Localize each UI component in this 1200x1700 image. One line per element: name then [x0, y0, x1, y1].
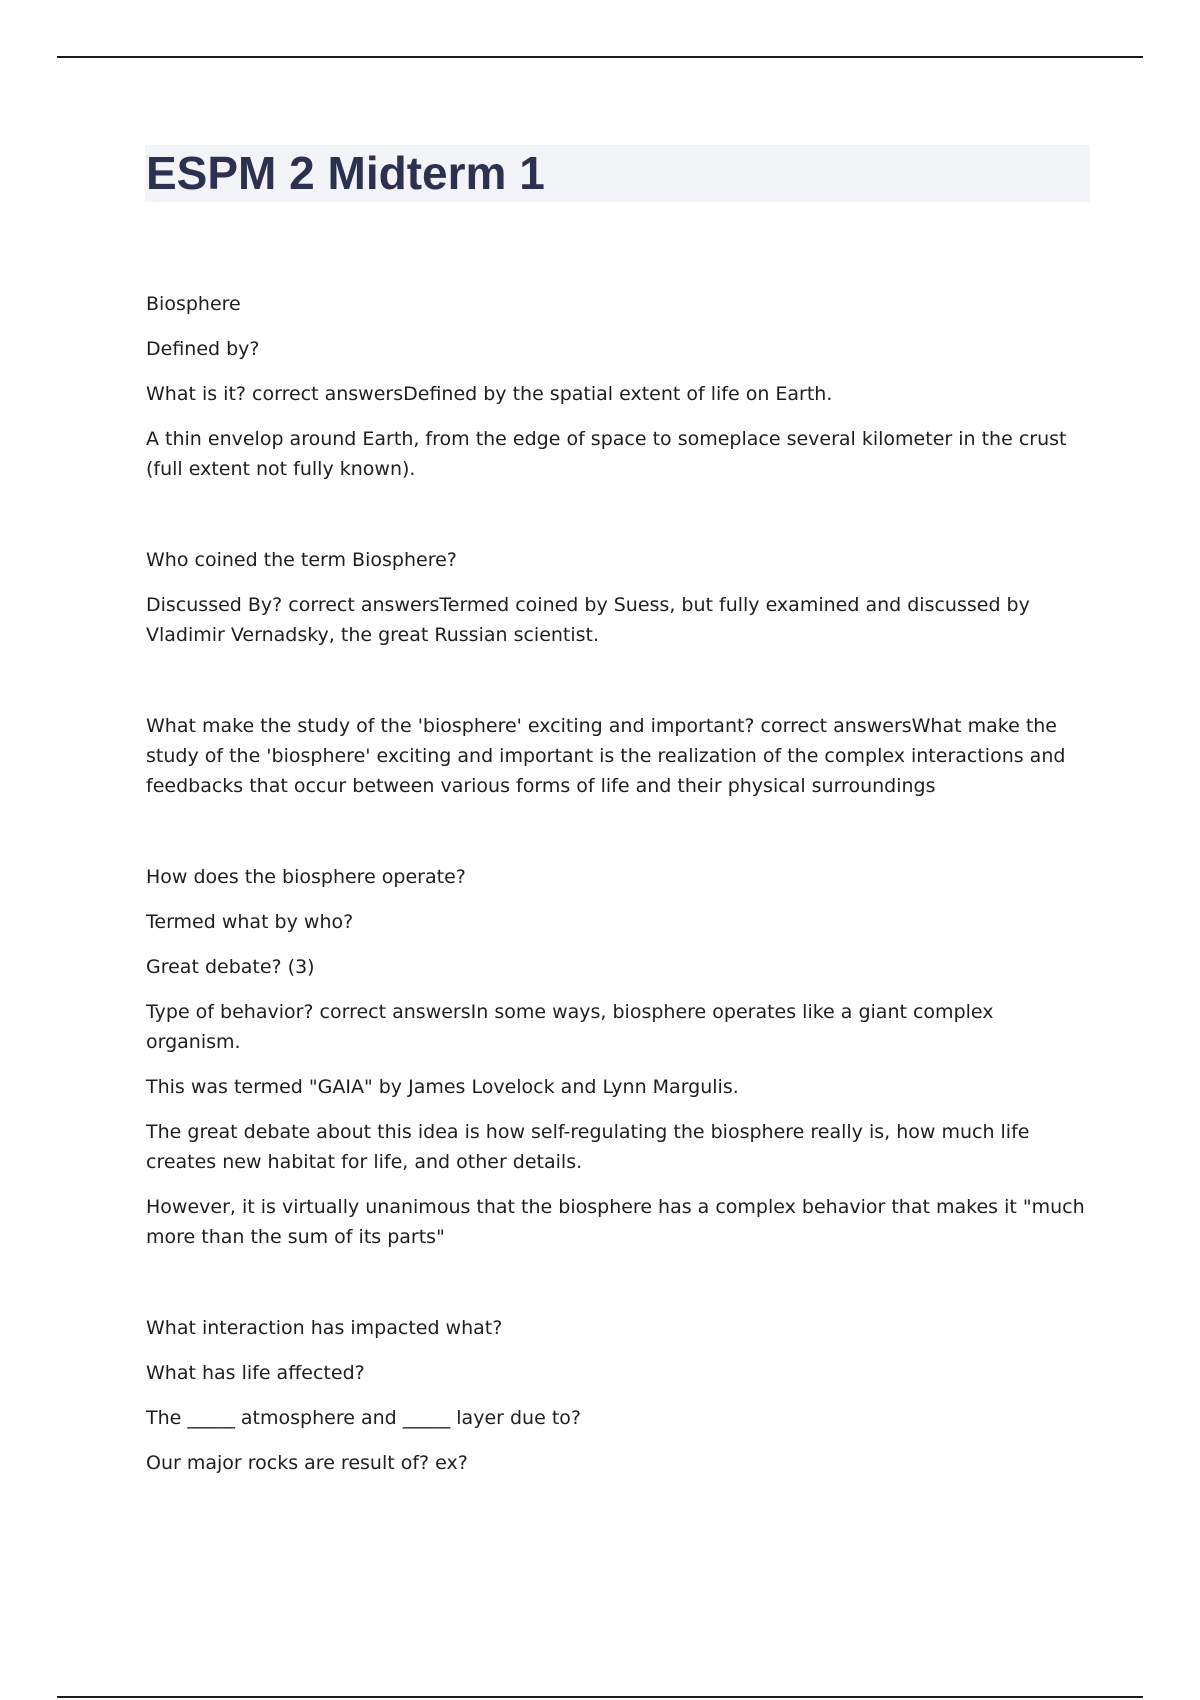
top-rule — [57, 56, 1143, 58]
paragraph: Termed what by who? — [146, 911, 354, 933]
paragraph: How does the biosphere operate? — [146, 866, 466, 888]
paragraph: A thin envelop around Earth, from the edge of space to someplace several kilometer in the crust (full extent not fully known). — [146, 428, 1067, 480]
qa-section-operation — [146, 862, 1091, 1252]
document-title: ESPM 2 Midterm 1 — [146, 147, 545, 199]
paragraph: Our major rocks are result of? ex? — [146, 1452, 468, 1474]
qa-section-biosphere — [146, 289, 1091, 484]
paragraph: What make the study of the 'biosphere' exciting and important? correct answersWhat make the study of the 'biosphere' exciting and important is the realization of the complex interactions and feedbacks that occur between various forms of life and their physical surroundings — [146, 715, 1066, 797]
paragraph: Defined by? — [146, 338, 260, 360]
qa-section-coined — [146, 545, 1091, 650]
paragraph: This was termed "GAIA" by James Lovelock and Lynn Margulis. — [146, 1076, 739, 1098]
paragraph: Who coined the term Biosphere? — [146, 549, 457, 571]
qa-section-importance — [146, 711, 1091, 801]
bottom-rule — [57, 1696, 1143, 1698]
paragraph: Type of behavior? correct answersIn some ways, biosphere operates like a giant complex organism. — [146, 1001, 994, 1053]
paragraph: The great debate about this idea is how self-regulating the biosphere really is, how much life creates new habitat for life, and other details. — [146, 1121, 1030, 1173]
paragraph: Great debate? (3) — [146, 956, 315, 978]
qa-section-interaction — [146, 1313, 1091, 1478]
document-body — [146, 289, 1091, 1539]
paragraph: Discussed By? correct answersTermed coined by Suess, but fully examined and discussed by Vladimir Vernadsky, the great Russian scientist. — [146, 594, 1030, 646]
paragraph: What has life affected? — [146, 1362, 365, 1384]
paragraph: What interaction has impacted what? — [146, 1317, 503, 1339]
paragraph: However, it is virtually unanimous that the biosphere has a complex behavior that makes it "much more than the sum of its parts" — [146, 1196, 1085, 1248]
paragraph: The _____ atmosphere and _____ layer due to? — [146, 1407, 581, 1429]
paragraph: What is it? correct answersDefined by the spatial extent of life on Earth. — [146, 383, 833, 405]
paragraph: Biosphere — [146, 293, 241, 315]
